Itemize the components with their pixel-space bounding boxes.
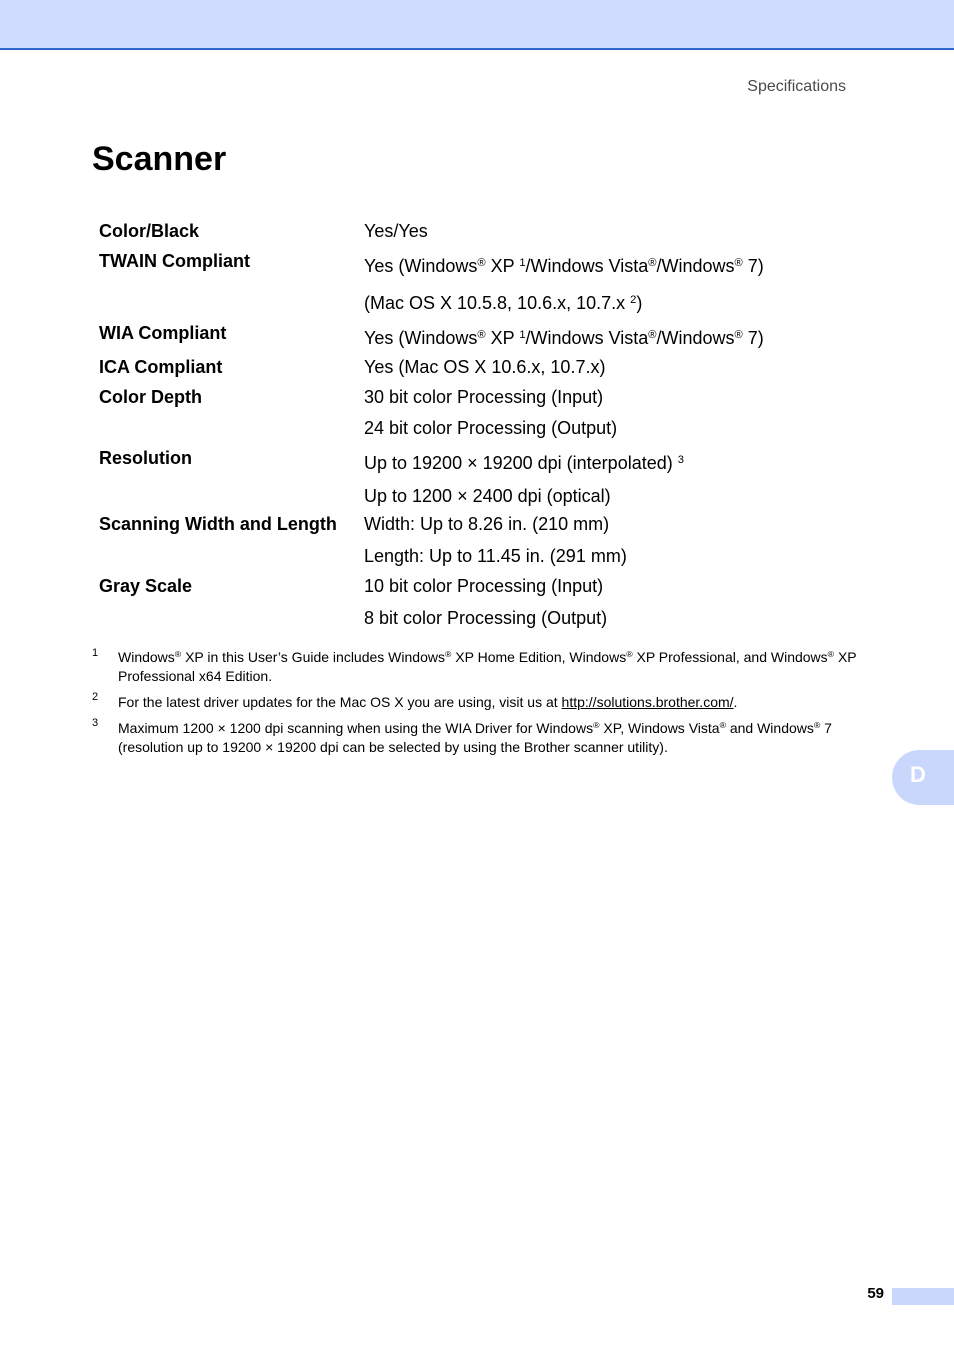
spec-value: [364, 357, 605, 378]
top-header-band: [0, 0, 954, 50]
text-run: ): [636, 293, 643, 313]
text-run: Yes/Yes: [364, 221, 428, 241]
superscript: ®: [719, 720, 726, 731]
spec-value: [364, 514, 609, 535]
superscript: ®: [648, 256, 657, 269]
text-run: 7): [742, 256, 764, 276]
text-run: Length: Up to 11.45 in. (291 mm): [364, 546, 627, 566]
chapter-letter: D: [910, 762, 926, 787]
spec-label: WIA Compliant: [99, 323, 227, 343]
spec-label: TWAIN Compliant: [99, 251, 250, 271]
superscript: ®: [444, 649, 452, 660]
text-run: 24 bit color Processing (Output): [364, 418, 618, 438]
footnote-text: [118, 648, 883, 686]
text-run: Maximum 1200 × 1200 dpi scanning when using the WIA Driver for Windows: [118, 720, 594, 736]
text-run: /Windows Vista: [525, 256, 649, 276]
spec-label: Gray Scale: [99, 576, 193, 596]
text-run: For the latest driver updates for the Mac OS X you are using, visit us at: [118, 694, 562, 710]
spec-value: [364, 486, 611, 507]
text-run: Yes (Windows: [364, 256, 478, 276]
spec-value: [364, 453, 684, 474]
driver-updates-link[interactable]: http://solutions.brother.com/: [561, 694, 734, 710]
spec-value: [364, 328, 764, 349]
spec-label: ICA Compliant: [99, 357, 223, 377]
spec-value: [364, 387, 603, 408]
text-run: XP Professional, and Windows: [632, 649, 828, 665]
superscript: 1: [519, 256, 526, 269]
text-run: /Windows: [656, 256, 735, 276]
text-run: and Windows: [725, 720, 814, 736]
text-run: .: [733, 694, 738, 710]
spec-value: [364, 546, 627, 567]
spec-value: [364, 221, 428, 242]
text-run: Windows: [118, 649, 175, 665]
footnote-text: [118, 719, 883, 757]
page-number: 59: [867, 1285, 884, 1302]
footnote-number: 3: [92, 717, 99, 729]
text-run: 7): [742, 328, 764, 348]
superscript: ®: [813, 720, 821, 731]
spec-value: [364, 256, 764, 277]
text-run: 10 bit color Processing (Input): [364, 576, 604, 596]
text-run: Yes (Mac OS X 10.6.x, 10.7.x): [364, 357, 606, 377]
superscript: 3: [677, 453, 684, 466]
bottom-band: [892, 1288, 954, 1305]
superscript: ®: [626, 649, 633, 660]
text-run: XP: [485, 328, 520, 348]
text-run: (Mac OS X 10.5.8, 10.6.x, 10.7.x: [364, 293, 631, 313]
superscript: ®: [477, 256, 486, 269]
spec-label: Resolution: [99, 448, 192, 468]
superscript: ®: [648, 328, 657, 341]
text-run: Up to 19200 × 19200 dpi (interpolated): [364, 453, 678, 473]
spec-value: [364, 608, 607, 629]
text-run: XP Home Edition, Windows: [451, 649, 627, 665]
text-run: /Windows Vista: [525, 328, 649, 348]
superscript: ®: [174, 649, 182, 660]
text-run: XP Professional x64 Edition.: [118, 649, 857, 684]
footnote-number: 2: [92, 691, 99, 703]
spec-label: Color/Black: [99, 221, 200, 241]
superscript: ®: [734, 256, 743, 269]
spec-label: Scanning Width and Length: [99, 514, 337, 534]
footnote-text: [118, 693, 883, 712]
superscript: 2: [630, 293, 637, 306]
text-run: /Windows: [656, 328, 735, 348]
running-header-section: Specifications: [747, 78, 846, 95]
spec-label: Color Depth: [99, 387, 202, 407]
superscript: ®: [477, 328, 486, 341]
spec-value: [364, 293, 642, 314]
superscript: ®: [593, 720, 600, 731]
superscript: ®: [827, 649, 835, 660]
chapter-side-tab: [892, 750, 954, 805]
text-run: 30 bit color Processing (Input): [364, 387, 604, 407]
text-run: Up to 1200 × 2400 dpi (optical): [364, 486, 611, 506]
text-run: XP: [485, 256, 520, 276]
text-run: 7 (resolution up to 19200 × 19200 dpi can be selected by using the Brother scanner utility).: [118, 720, 832, 755]
page-title: Scanner: [92, 140, 227, 178]
spec-value: [364, 576, 603, 597]
text-run: XP in this User’s Guide includes Windows: [181, 649, 445, 665]
text-run: Yes (Windows: [364, 328, 478, 348]
footnote-number: 1: [92, 647, 99, 659]
text-run: XP, Windows Vista: [599, 720, 720, 736]
spec-value: [364, 418, 617, 439]
superscript: ®: [734, 328, 743, 341]
superscript: 1: [519, 328, 526, 341]
text-run: Width: Up to 8.26 in. (210 mm): [364, 514, 610, 534]
text-run: 8 bit color Processing (Output): [364, 608, 608, 628]
